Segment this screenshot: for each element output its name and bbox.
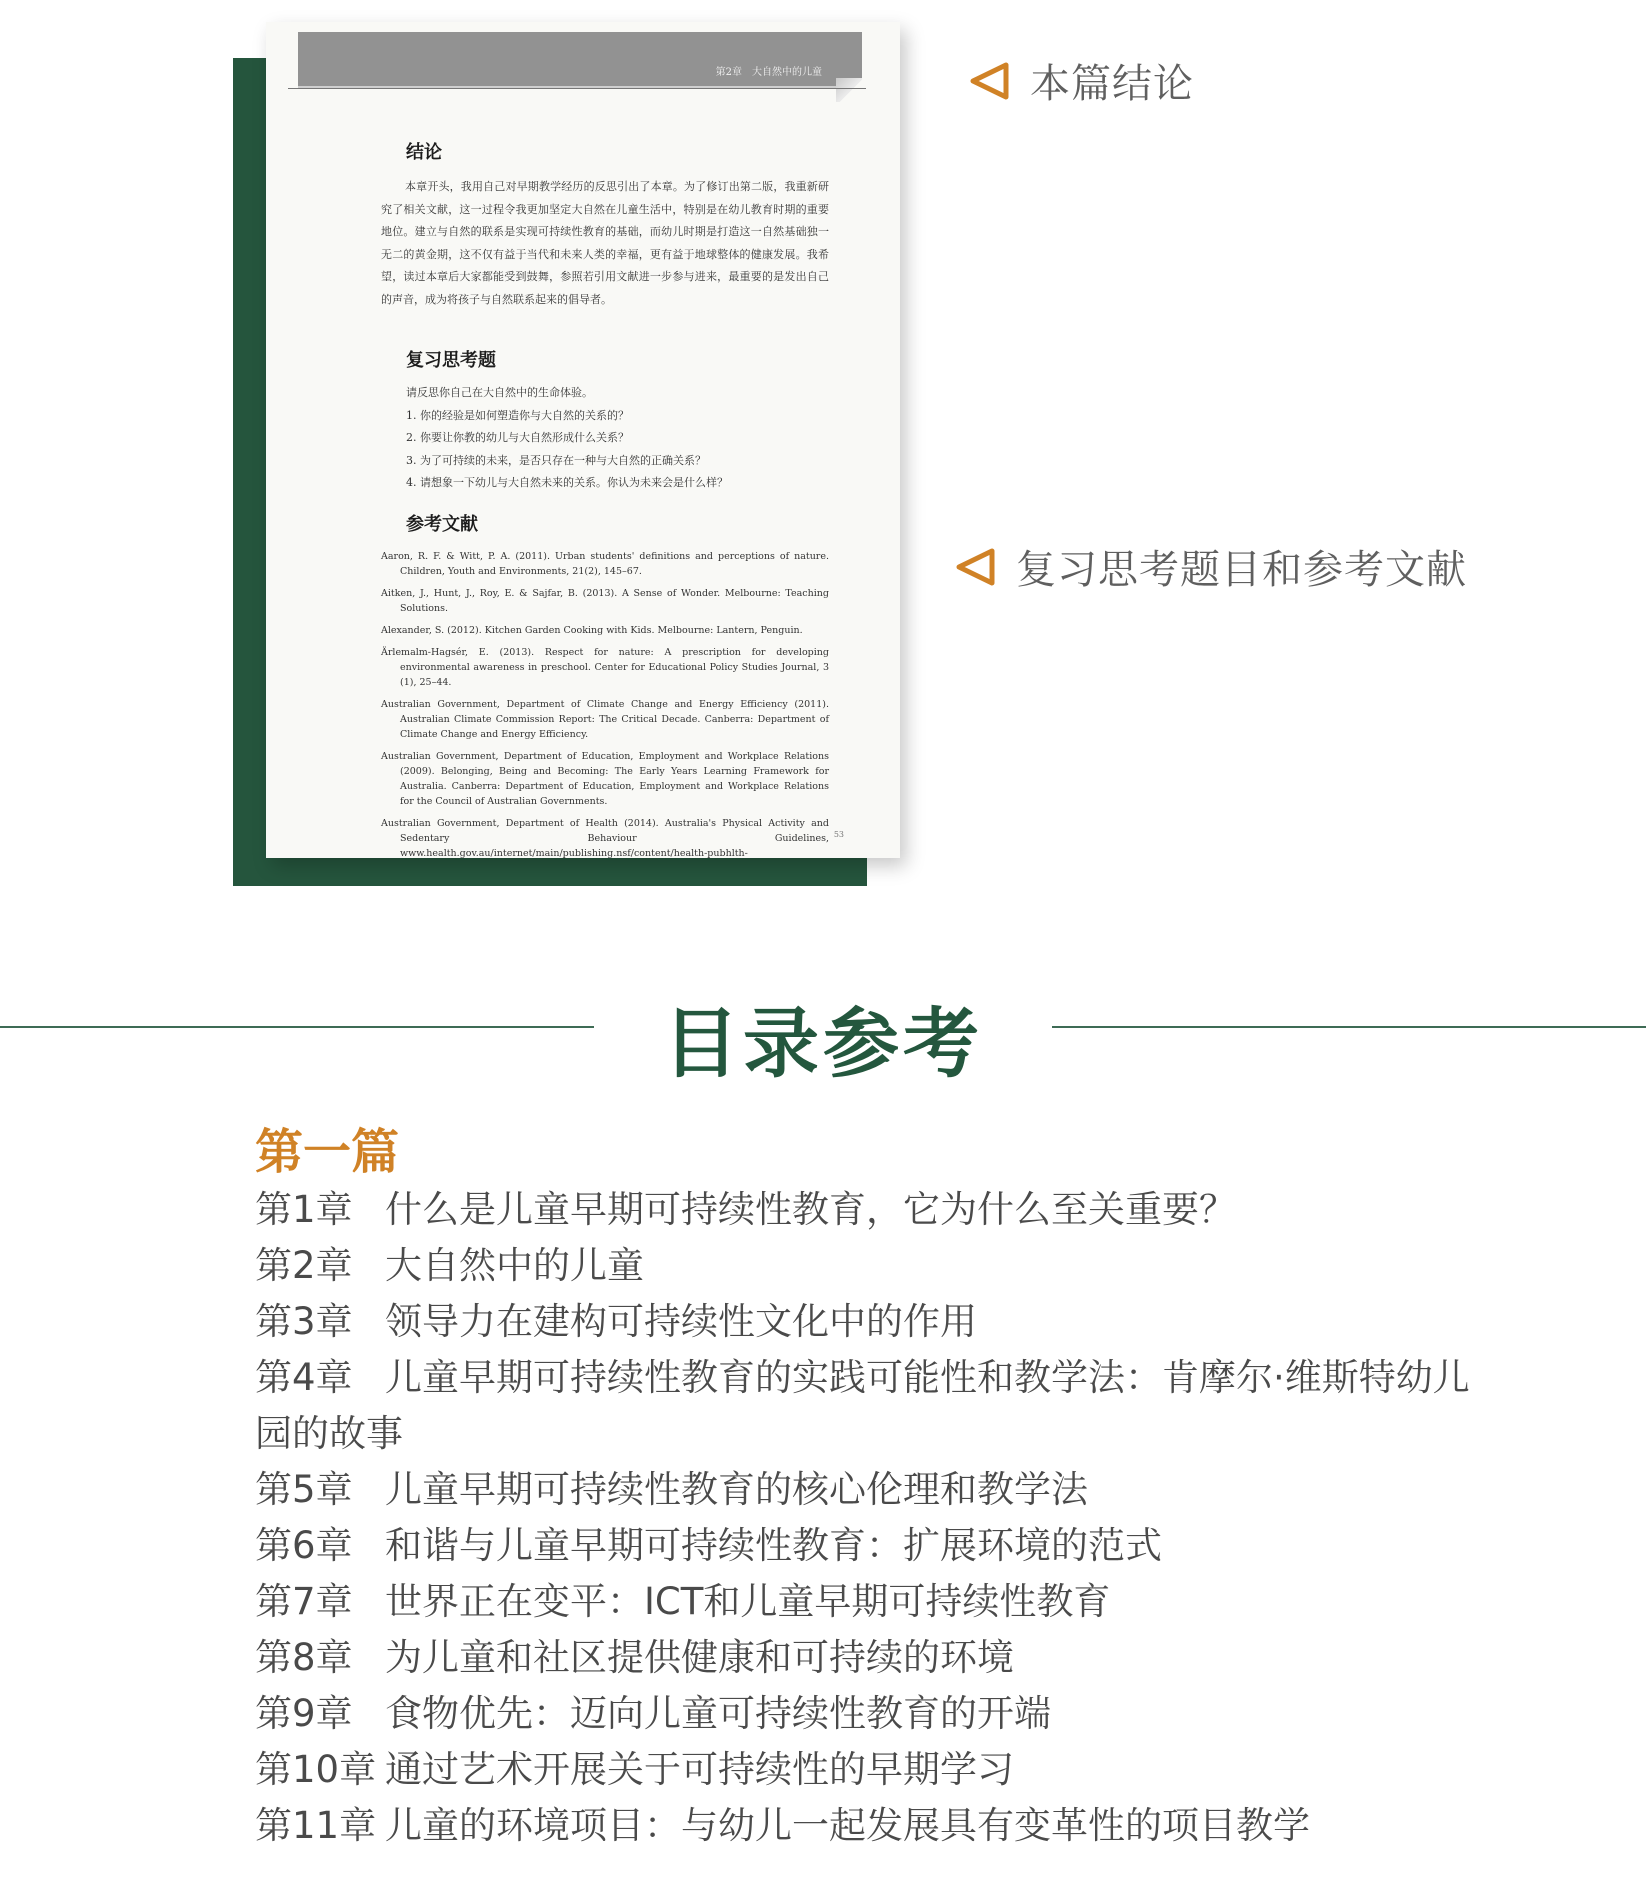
toc-chapter — [255, 1238, 1475, 1294]
toc-list — [255, 1124, 1475, 1854]
left-triangle-icon — [968, 61, 1010, 101]
chapter-number: 第2章 — [255, 1244, 353, 1287]
callout-conclusion-label: 本篇结论 — [1030, 61, 1194, 107]
reference-item: Alexander, S. (2012). Kitchen Garden Cooking with Kids. Melbourne: Lantern, Penguin. — [381, 625, 803, 636]
references-list — [381, 549, 829, 868]
chapter-title: 大自然中的儿童 — [385, 1244, 644, 1287]
left-triangle-icon — [954, 547, 996, 587]
review-question: 4. 请想象一下幼儿与大自然未来的关系。你认为未来会是什么样？ — [406, 476, 728, 489]
chapter-number: 第5章 — [255, 1468, 353, 1511]
chapter-title: 通过艺术开展关于可持续性的早期学习 — [385, 1748, 1014, 1791]
callout-review-label: 复习思考题目和参考文献 — [1016, 547, 1467, 593]
chapter-title: 儿童的环境项目：与幼儿一起发展具有变革性的项目教学 — [385, 1804, 1310, 1847]
chapter-title: 食物优先：迈向儿童可持续性教育的开端 — [385, 1692, 1051, 1735]
toc-chapter — [255, 1798, 1475, 1854]
page-header-band — [298, 32, 862, 88]
callout-review — [954, 538, 1467, 595]
reference-item: Aaron, R. F. & Witt, P. A. (2011). Urban students' definitions and perceptions of nature. Children, Youth and Environments, 21(2), 145–67. — [381, 551, 829, 577]
toc-chapter — [255, 1462, 1475, 1518]
toc-chapter — [255, 1518, 1475, 1574]
chapter-number: 第1章 — [255, 1188, 353, 1231]
review-question: 2. 你要让你教的幼儿与大自然形成什么关系？ — [406, 431, 629, 444]
reference-item: Australian Government, Department of Climate Change and Energy Efficiency (2011). Australian Climate Commission Report: The Critical Decade. Canberra: Department of Climate Change and Energy Efficiency. — [381, 699, 829, 740]
chapter-number: 第3章 — [255, 1300, 353, 1343]
chapter-title: 世界正在变平：ICT和儿童早期可持续性教育 — [385, 1580, 1111, 1623]
toc-chapter — [255, 1574, 1475, 1630]
chapter-title: 和谐与儿童早期可持续性教育：扩展环境的范式 — [385, 1524, 1162, 1567]
chapter-number: 第4章 — [255, 1356, 353, 1399]
chapter-number: 第6章 — [255, 1524, 353, 1567]
chapter-title: 什么是儿童早期可持续性教育，它为什么至关重要？ — [385, 1188, 1236, 1231]
review-questions — [406, 382, 846, 495]
reference-item: Aitken, J., Hunt, J., Roy, E. & Sajfar, B. (2013). A Sense of Wonder. Melbourne: Teaching Solutions. — [381, 588, 829, 614]
chapter-number: 第7章 — [255, 1580, 353, 1623]
chapter-number: 第11章 — [255, 1804, 377, 1847]
chapter-title: 领导力在建构可持续性文化中的作用 — [385, 1300, 977, 1343]
toc-title: 目录参考 — [663, 999, 983, 1088]
references-heading: 参考文献 — [406, 514, 478, 535]
conclusion-heading: 结论 — [406, 142, 442, 163]
conclusion-text: 本章开头，我用自己对早期教学经历的反思引出了本章。为了修订出第二版，我重新研究了相关文献，这一过程令我更加坚定大自然在儿童生活中，特别是在幼儿教育时期的重要地位。建立与自然的联系是实现可持续性教育的基础，而幼儿时期是打造这一自然基础独一无二的黄金期，这不仅有益于当代和未来人类的幸福，更有益于地球整体的健康发展。我希望，读过本章后大家都能受到鼓舞，参照若引用文献进一步参与进来，最重要的是发出自己的声音，成为将孩子与自然联系起来的倡导者。 — [381, 180, 829, 306]
book-page — [266, 22, 900, 858]
chapter-title: 为儿童和社区提供健康和可持续的环境 — [385, 1636, 1014, 1679]
header-rule — [288, 88, 866, 89]
review-intro: 请反思你自己在大自然中的生命体验。 — [406, 386, 593, 399]
part-title: 第一篇 — [255, 1124, 400, 1180]
toc-chapter — [255, 1182, 1475, 1238]
review-question: 1. 你的经验是如何塑造你与大自然的关系的？ — [406, 408, 629, 422]
chapter-number: 第10章 — [255, 1748, 377, 1791]
reference-item: Ärlemalm-Hagsér, E. (2013). Respect for nature: A prescription for developing environmental awareness in preschool. Center for Educational Policy Studies Journal, 3 (1), 25–44. — [381, 647, 829, 688]
chapter-number: 第9章 — [255, 1692, 353, 1735]
review-question: 3. 为了可持续的未来，是否只存在一种与大自然的正确关系？ — [406, 453, 706, 467]
callout-conclusion — [968, 52, 1194, 109]
chapter-title: 儿童早期可持续性教育的实践可能性和教学法：肯摩尔·维斯特幼儿园的故事 — [255, 1356, 1470, 1455]
page-number: 53 — [833, 830, 844, 839]
toc-chapter — [255, 1630, 1475, 1686]
toc-chapter — [255, 1294, 1475, 1350]
chapter-title: 儿童早期可持续性教育的核心伦理和教学法 — [385, 1468, 1088, 1511]
review-heading: 复习思考题 — [406, 350, 496, 371]
reference-item: Australian Government, Department of Health (2014). Australia's Physical Activity and Sedentary Behaviour Guidelines, www.health.gov.au/internet/main/publishing.nsf/content/health-pubhlth- — [381, 818, 829, 859]
toc-chapter — [255, 1742, 1475, 1798]
page-curl-icon — [836, 78, 862, 102]
chapter-number: 第8章 — [255, 1636, 353, 1679]
toc-chapter — [255, 1350, 1475, 1462]
toc-chapter — [255, 1686, 1475, 1742]
reference-item: Australian Government, Department of Education, Employment and Workplace Relations (2009). Belonging, Being and Becoming: The Early Years Learning Framework for Australia. Canberra: Department of Education, Employment and Workplace Relations for the Council of Australian Governments. — [381, 751, 829, 807]
running-head: 第2章 大自然中的儿童 — [715, 67, 822, 78]
